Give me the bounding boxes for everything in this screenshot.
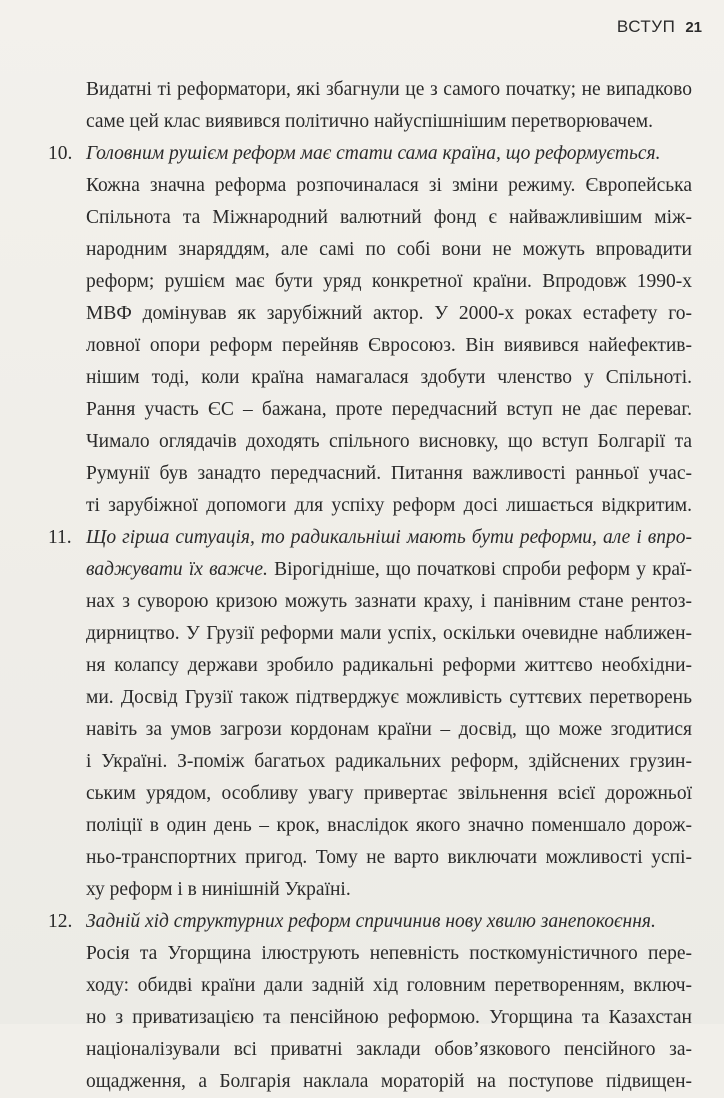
text-line: Рання участь ЄС – бажана, проте передчасний вступ не дає переваг. xyxy=(86,399,692,420)
body-text xyxy=(48,74,692,1098)
running-head xyxy=(617,17,702,37)
text-line: ловної опори реформ перейняв Євросоюз. Він виявився найефектив- xyxy=(86,335,692,356)
text-line: Кожна значна реформа розпочиналася зі зміни режиму. Європейська xyxy=(86,175,692,196)
text-line: націоналізували всі приватні заклади обов’язкового пенсійного за- xyxy=(86,1039,692,1060)
item-number: 12. xyxy=(48,911,73,932)
text-line: Спільнота та Міжнародний валютний фонд є найважливішим між- xyxy=(86,207,692,228)
list-item-11 xyxy=(48,522,692,906)
text-line: поліції в один день – крок, внаслідок якого значно поменшало дорож- xyxy=(86,815,692,836)
text-line: Росія та Угорщина ілюструють непевність посткомуністичного пере- xyxy=(86,943,692,964)
text-line: нішим тоді, коли країна намагалася здобути членство у Спільноті. xyxy=(86,367,692,388)
text-line: народним знаряддям, але самі по собі вони не можуть впровадити xyxy=(86,239,692,260)
item-heading: Що гірша ситуація, то радикальніші мають бути реформи, але і впро- xyxy=(86,527,692,548)
text-line: ньо-транспортних пригод. Тому не варто виключати можливості успі- xyxy=(86,847,692,868)
item-number: 10. xyxy=(48,143,73,164)
text-line: ощадження, а Болгарія наклала мораторій на поступове підвищен- xyxy=(86,1071,692,1092)
text-line xyxy=(86,554,692,586)
text-line: дирництво. У Грузії реформи мали успіх, оскільки очевидне наближен- xyxy=(86,623,692,644)
text-line: Румунії був занадто передчасний. Питання важливості ранньої учас- xyxy=(86,463,692,484)
text-line: ським урядом, особливу увагу привертає звільнення всієї дорожньої xyxy=(86,783,692,804)
text-line: саме цей клас виявився політично найуспішнішим перетворювачем. xyxy=(86,111,653,132)
text-fragment: Вірогідніше, що початкові спроби реформ у краї- xyxy=(267,559,692,580)
text-line: МВФ домінував як зарубіжний актор. У 2000-х роках естафету го- xyxy=(86,303,692,324)
item-heading: Задній хід структурних реформ спричинив нову хвилю занепокоєння. xyxy=(86,911,656,932)
list-item-10 xyxy=(48,138,692,522)
item-heading: Головним рушієм реформ має стати сама країна, що реформується. xyxy=(86,143,661,164)
page-number: 21 xyxy=(685,19,702,36)
text-line: ті зарубіжної допомоги для успіху реформ досі лишається відкритим. xyxy=(86,495,692,516)
text-line: Видатні ті реформатори, які збагнули це з самого початку; не випадково xyxy=(86,79,692,100)
item-heading-end: ваджувати їх важче. xyxy=(86,559,268,580)
intro-paragraph xyxy=(48,74,692,138)
text-line: ми. Досвід Грузії також підтверджує можливість суттєвих перетворень xyxy=(86,687,692,708)
text-line: ня колапсу держави зробило радикальні реформи життєво необхідни- xyxy=(86,655,692,676)
text-line: нах з суворою кризою можуть зазнати краху, і панівним стане рентоз- xyxy=(86,591,692,612)
text-line: реформ; рушієм має бути уряд конкретної країни. Впродовж 1990-х xyxy=(86,271,692,292)
section-title: ВСТУП xyxy=(616,17,676,36)
text-line: но з приватизацією та пенсійною реформою. Угорщина та Казахстан xyxy=(86,1007,692,1028)
text-line: ходу: обидві країни дали задній хід головним перетворенням, включ- xyxy=(86,975,692,996)
item-number: 11. xyxy=(48,527,72,548)
text-line: навіть за умов загрози кордонам країни – досвід, що може згодитися xyxy=(86,719,692,740)
text-line: і Україні. З-поміж багатьох радикальних реформ, здійснених грузин- xyxy=(86,751,692,772)
list-item-12 xyxy=(48,906,692,1098)
text-line: Чимало оглядачів доходять спільного висновку, що вступ Болгарії та xyxy=(86,431,692,452)
text-line: ху реформ і в нинішній Україні. xyxy=(86,879,351,900)
